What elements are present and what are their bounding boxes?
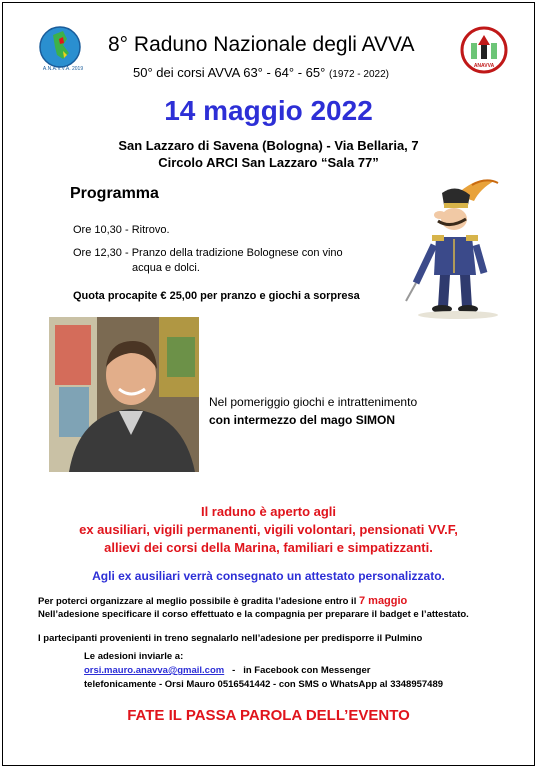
right-logo-caption: ANAVVA — [473, 63, 495, 69]
venue-address: San Lazzaro di Savena (Bologna) - Via Bellaria, 7 — [118, 138, 419, 153]
contact-phone: telefonicamente - Orsi Mauro 0516541442 - con SMS o WhatsApp al 3348957489 — [84, 679, 444, 690]
event-subtitle — [133, 65, 389, 80]
open-to-block — [3, 503, 534, 557]
open-to-line3: allievi dei corsi della Marina, familiari e simpatizzanti. — [104, 540, 433, 555]
event-date: 14 maggio 2022 — [164, 95, 373, 126]
afternoon-line1: Nel pomeriggio giochi e intrattenimento — [209, 395, 418, 409]
contact-email-link[interactable]: orsi.mauro.anavva@gmail.com — [84, 665, 225, 676]
closing-call-to-action: FATE IL PASSA PAROLA DELL’EVENTO — [127, 707, 410, 724]
soldier-cartoon-illustration — [398, 175, 508, 323]
deadline-date: 7 maggio — [358, 595, 408, 607]
contact-intro: Le adesioni inviarle a: — [84, 651, 184, 662]
contact-facebook: - in Facebook con Messenger — [226, 665, 371, 676]
train-notice: I partecipanti provenienti in treno segnalarlo nell’adesione per predisporre il Pulmino — [38, 633, 423, 644]
flyer-page — [2, 2, 535, 766]
program-title: Programma — [70, 185, 159, 202]
open-to-line2: ex ausiliari, vigili permanenti, vigili volontari, pensionati VV.F, — [79, 522, 458, 537]
afternoon-activities — [209, 393, 417, 429]
organize-line1 — [38, 595, 407, 607]
organize-line2: Nell’adesione specificare il corso effettuato e la compagnia per preparare il badget e l’attestato. — [38, 609, 469, 620]
program-item-lunch: Ore 12,30 - Pranzo della tradizione Bolognese con vino — [73, 247, 343, 259]
subtitle-years: (1972 - 2022) — [328, 69, 389, 80]
afternoon-line2: con intermezzo del mago SIMON — [209, 413, 396, 427]
venue-hall: Circolo ARCI San Lazzaro “Sala 77” — [158, 155, 379, 170]
program-item-arrival: Ore 10,30 - Ritrovo. — [73, 224, 170, 236]
event-title: 8° Raduno Nazionale degli AVVA — [108, 33, 415, 56]
anavva-logo-left — [33, 25, 93, 75]
subtitle-courses: 50° dei corsi AVVA 63° - 64° - 65° — [133, 65, 326, 80]
magician-photo — [49, 317, 199, 472]
left-logo-caption: A.N.A.V.V.A. 2019 — [42, 66, 84, 72]
price-quota: Quota procapite € 25,00 per pranzo e giochi a sorpresa — [73, 290, 360, 302]
program-item-lunch-cont: acqua e dolci. — [132, 262, 200, 274]
open-to-line1: Il raduno è aperto agli — [200, 504, 337, 519]
anavva-logo-right — [459, 25, 509, 75]
organize-line1-text: Per poterci organizzare al meglio possibile è gradita l’adesione entro il — [38, 596, 357, 607]
certificate-notice: Agli ex ausiliari verrà consegnato un attestato personalizzato. — [92, 569, 445, 583]
contact-email-line — [84, 665, 370, 676]
